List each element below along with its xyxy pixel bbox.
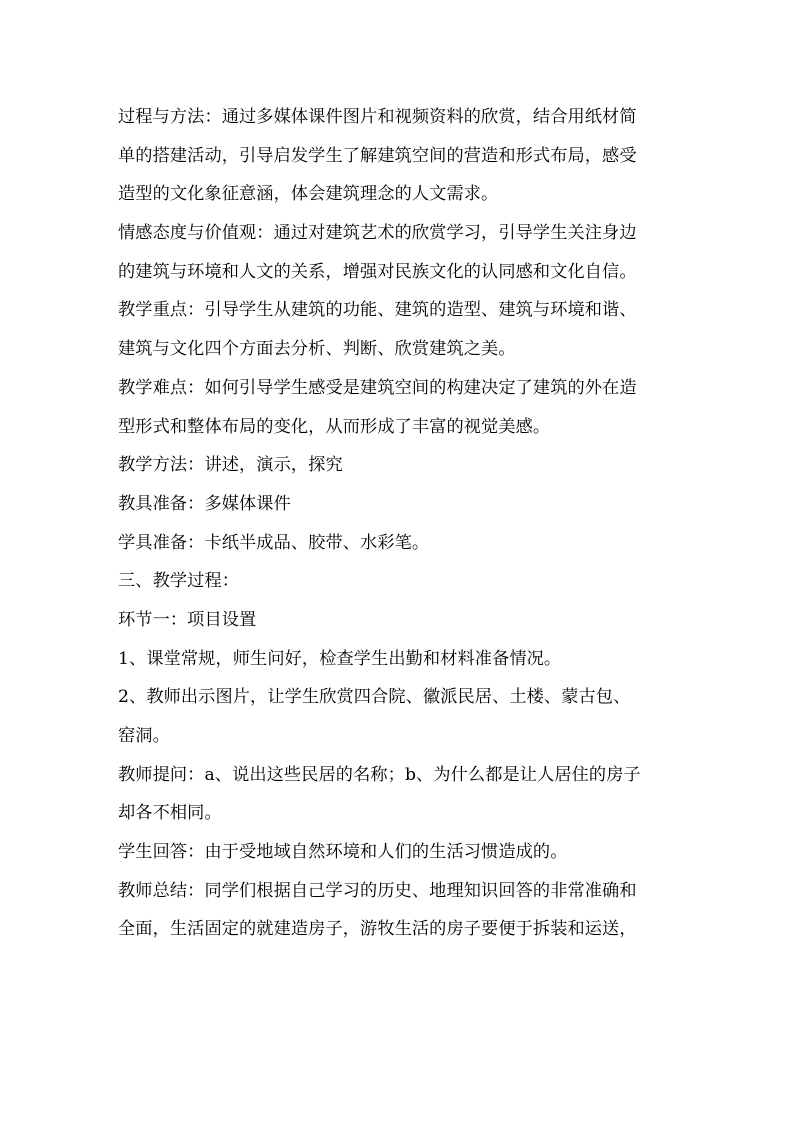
text-line: 全面，生活固定的就建造房子，游牧生活的房子要便于拆装和运送， bbox=[118, 919, 637, 940]
text-line: 情感态度与价值观：通过对建筑艺术的欣赏学习，引导学生关注身边 bbox=[118, 223, 637, 244]
text-line: 的建筑与环境和人文的关系，增强对民族文化的认同感和文化自信。 bbox=[118, 261, 637, 282]
text-line: 学具准备：卡纸半成品、胶带、水彩笔。 bbox=[118, 532, 430, 553]
document-body bbox=[118, 98, 690, 949]
text-line: 教学方法：讲述，演示，探究 bbox=[118, 455, 343, 476]
subsection-heading: 环节一：项目设置 bbox=[118, 609, 257, 630]
text-line: 教学难点：如何引导学生感受是建筑空间的构建决定了建筑的外在造 bbox=[118, 377, 637, 398]
text-line: 建筑与文化四个方面去分析、判断、欣赏建筑之美。 bbox=[118, 339, 516, 360]
text-line: 型形式和整体布局的变化，从而形成了丰富的视觉美感。 bbox=[118, 416, 551, 437]
text-line: 教师提问：a、说出这些民居的名称；b、为什么都是让人居住的房子 bbox=[118, 764, 641, 785]
text-line: 1、课堂常规，师生问好，检查学生出勤和材料准备情况。 bbox=[118, 648, 562, 669]
text-line: 教师总结：同学们根据自己学习的历史、地理知识回答的非常准确和 bbox=[118, 880, 637, 901]
text-line: 教学重点：引导学生从建筑的功能、建筑的造型、建筑与环境和谐、 bbox=[118, 300, 637, 321]
text-line: 却各不相同。 bbox=[118, 803, 222, 824]
text-line: 窑洞。 bbox=[118, 726, 170, 746]
section-heading: 三、教学过程： bbox=[118, 571, 240, 592]
text-line: 过程与方法：通过多媒体课件图片和视频资料的欣赏，结合用纸材简 bbox=[118, 107, 637, 127]
text-line: 2、教师出示图片，让学生欣赏四合院、徽派民居、土楼、蒙古包、 bbox=[118, 687, 631, 708]
text-line: 造型的文化象征意涵，体会建筑理念的人文需求。 bbox=[118, 184, 499, 205]
text-line: 学生回答：由于受地域自然环境和人们的生活习惯造成的。 bbox=[118, 842, 568, 863]
text-line: 单的搭建活动，引导启发学生了解建筑空间的营造和形式布局，感受 bbox=[118, 145, 637, 166]
text-line: 教具准备：多媒体课件 bbox=[118, 493, 291, 514]
